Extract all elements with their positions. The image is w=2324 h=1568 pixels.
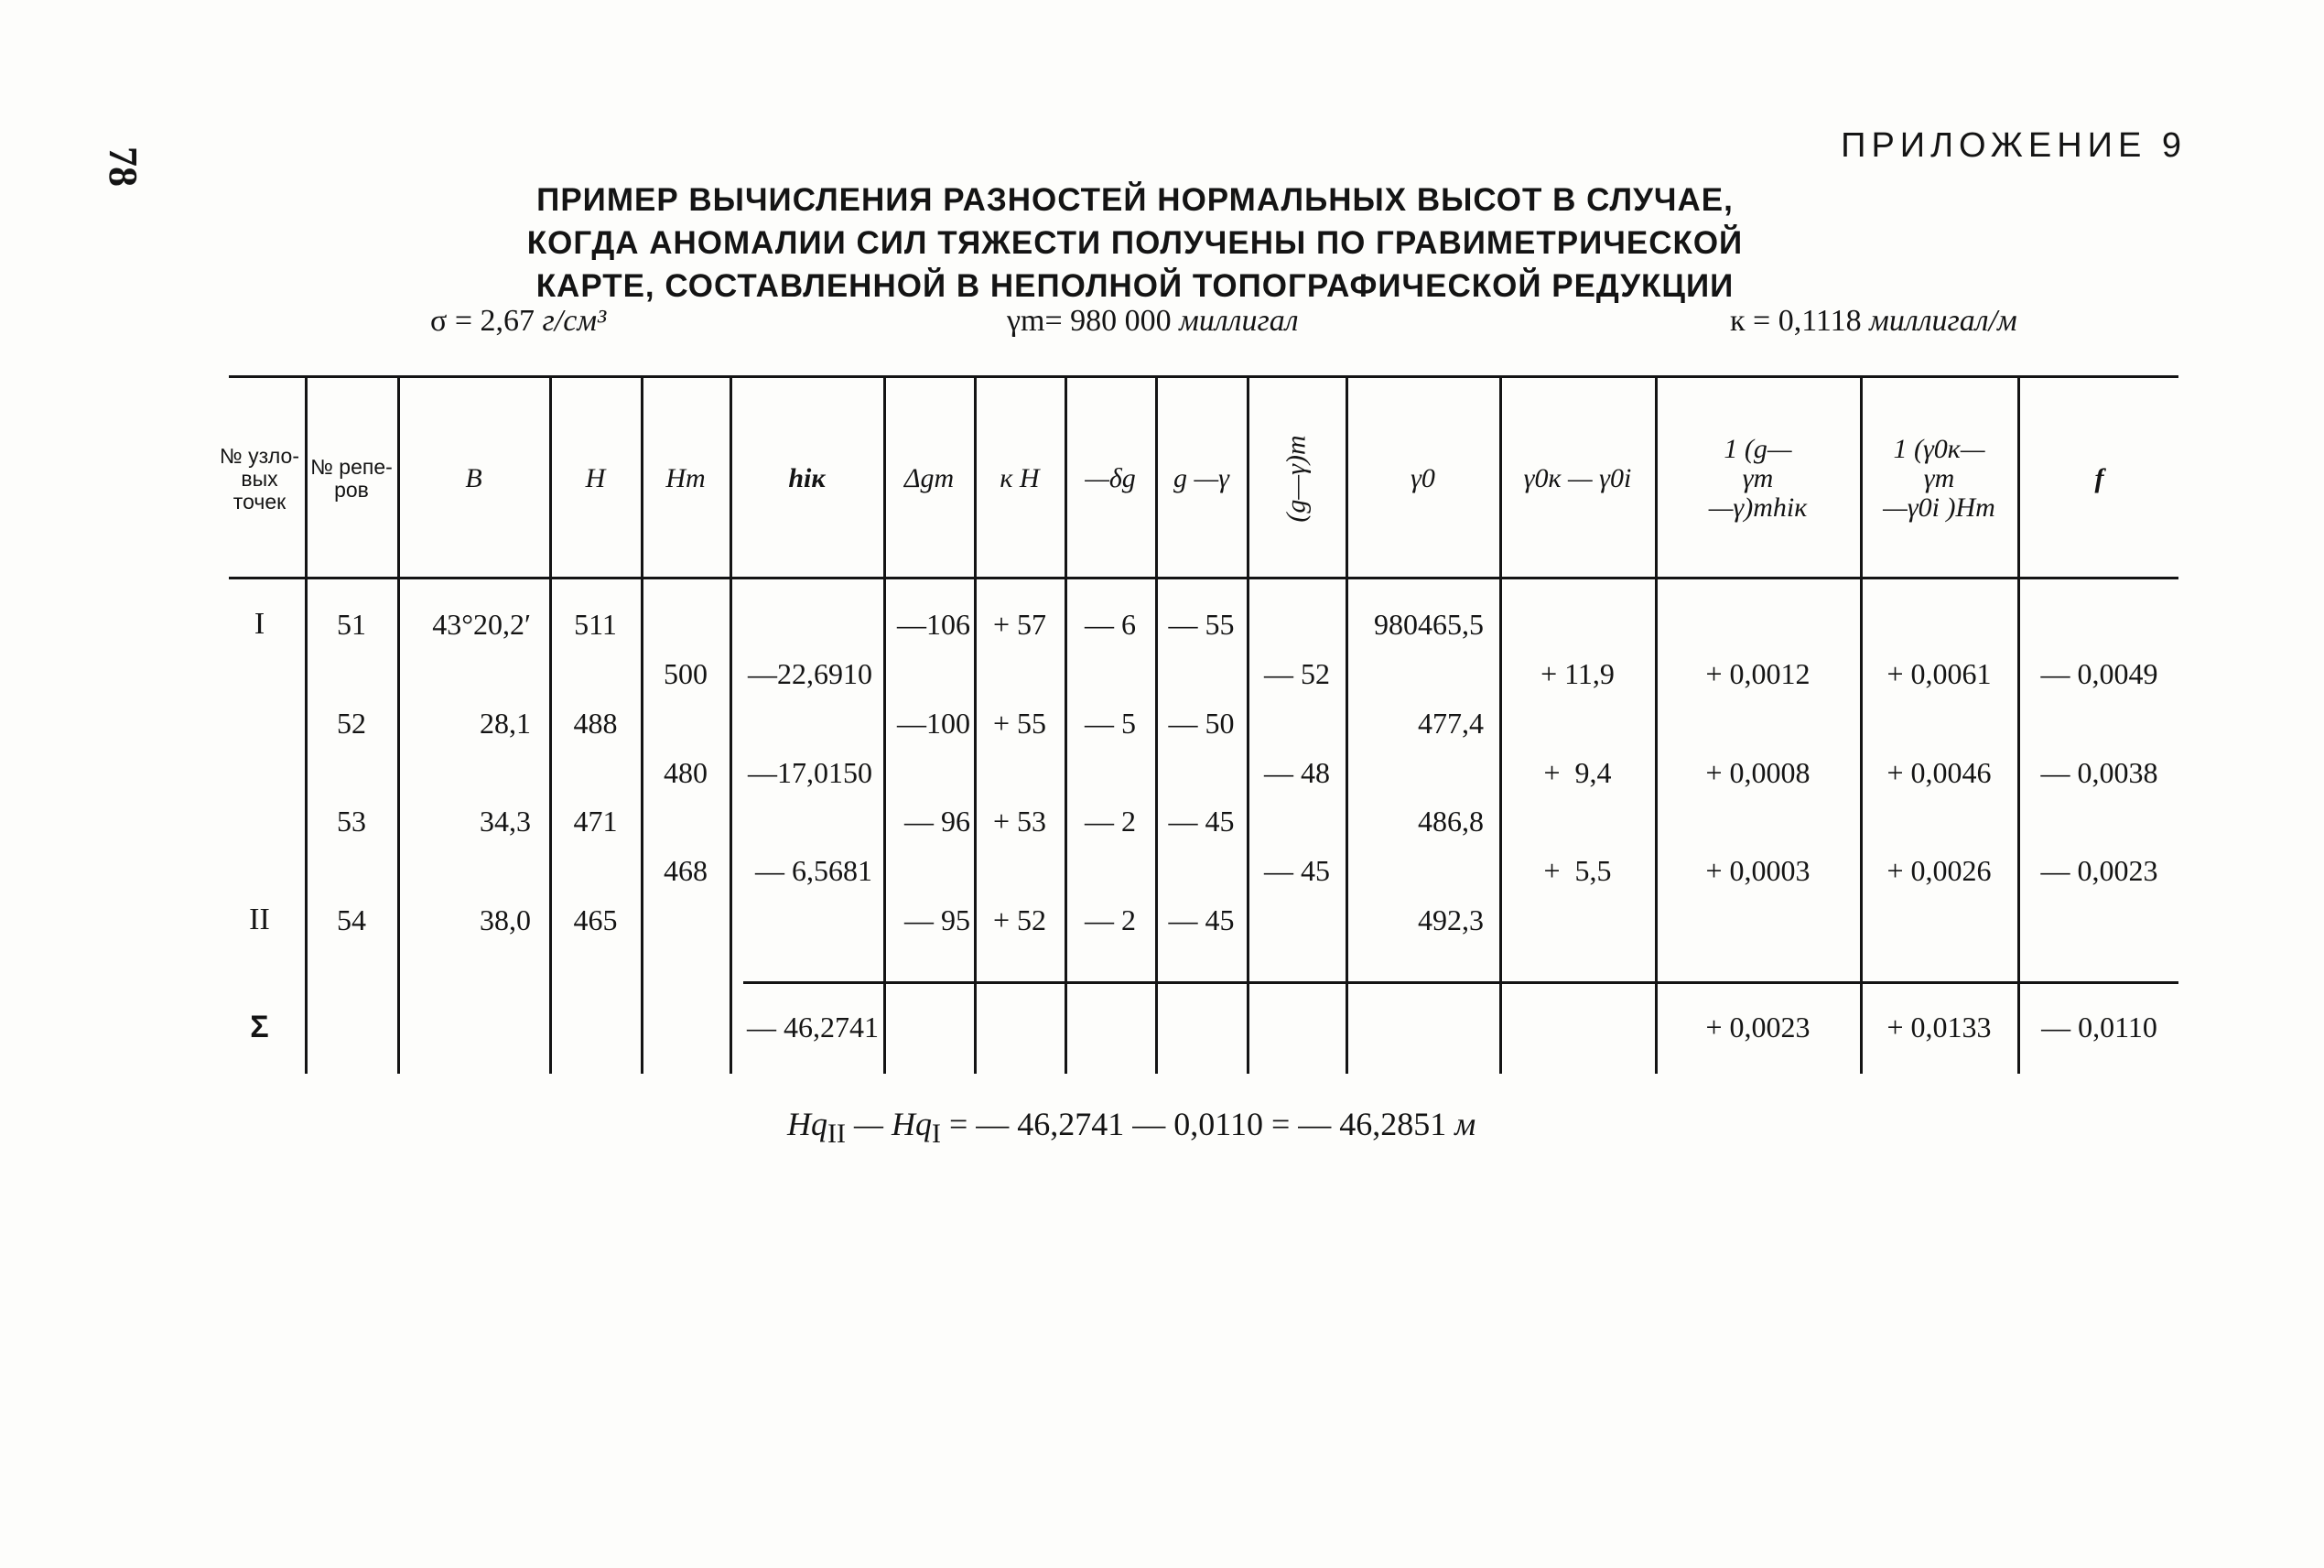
section-3-gamma-diff: + 5,5 xyxy=(1543,854,1612,887)
section-3-g-gamma-m: — 45 xyxy=(1264,854,1330,887)
section-3-correction-2: + 0,0026 xyxy=(1886,854,1992,887)
section-3-correction-1: + 0,0003 xyxy=(1705,854,1811,887)
section-2-correction-1: + 0,0008 xyxy=(1705,756,1811,789)
point-3-dgm: — 96 xyxy=(904,805,970,838)
point-4-dgm: — 95 xyxy=(904,903,970,936)
formula-unit: м xyxy=(1446,1106,1476,1142)
sum-correction-1: + 0,0023 xyxy=(1705,1011,1811,1044)
header-g-gamma-m-text: (g—γ)m xyxy=(1281,435,1312,523)
point-1-g-gamma: — 55 xyxy=(1168,608,1235,641)
result-formula xyxy=(787,1103,1475,1155)
section-1-g-gamma-m: — 52 xyxy=(1264,657,1330,690)
formula-sub-1: II xyxy=(827,1119,846,1150)
point-4-H: 465 xyxy=(573,903,618,936)
point-2-g-gamma: — 50 xyxy=(1168,707,1235,740)
param-sigma-unit: г/см³ xyxy=(542,304,607,338)
point-3-B: 34,3 xyxy=(480,805,531,838)
header-gamma-diff: γ0к — γ0i xyxy=(1523,463,1632,493)
header-correction-1-top: 1 (g— xyxy=(1724,434,1792,464)
header-f: f xyxy=(2094,463,2104,493)
header-benchmarks xyxy=(308,383,395,575)
header-B: B xyxy=(465,463,482,493)
sum-f: — 0,0110 xyxy=(2041,1011,2157,1044)
point-3-g-gamma: — 45 xyxy=(1168,805,1235,838)
formula-mid: — Hq xyxy=(845,1106,932,1142)
title-line-2: КОГДА АНОМАЛИИ СИЛ ТЯЖЕСТИ ПОЛУЧЕНЫ ПО ГРАВИМЕТРИЧЕСКОЙ xyxy=(526,225,1744,261)
section-1-correction-1: + 0,0012 xyxy=(1705,657,1811,690)
section-2-f: — 0,0038 xyxy=(2040,756,2158,789)
point-1-kH: + 57 xyxy=(992,608,1047,641)
point-2-bench: 52 xyxy=(337,707,366,740)
param-gamma-unit: миллигал xyxy=(1179,304,1299,338)
title-line-1: ПРИМЕР ВЫЧИСЛЕНИЯ РАЗНОСТЕЙ НОРМАЛЬНЫХ ВЫСОТ В СЛУЧАЕ, xyxy=(536,182,1734,218)
point-1-H: 511 xyxy=(574,608,617,641)
section-1-gamma-diff: + 11,9 xyxy=(1540,657,1615,690)
point-3-H: 471 xyxy=(573,805,618,838)
section-3-Hm: 468 xyxy=(664,854,708,887)
formula-lhs: Hq xyxy=(787,1106,827,1142)
section-3-f: — 0,0023 xyxy=(2040,854,2158,887)
header-dg: —δg xyxy=(1085,463,1136,493)
param-k-unit: миллигал/м xyxy=(1869,304,2017,338)
point-1-gamma0: 980465,5 xyxy=(1374,608,1484,641)
header-correction-1-mid: γm xyxy=(1742,463,1774,493)
point-2-dgm: —100 xyxy=(897,707,970,740)
section-3-hik: — 6,5681 xyxy=(755,854,872,887)
section-1-correction-2: + 0,0061 xyxy=(1886,657,1992,690)
point-2-dg: — 5 xyxy=(1085,707,1136,740)
document-title xyxy=(348,178,1922,308)
header-g-gamma: g —γ xyxy=(1173,463,1229,493)
section-2-hik: —17,0150 xyxy=(748,756,872,789)
header-correction-1-bottom: —γ)mhiк xyxy=(1708,492,1808,523)
point-2-kH: + 55 xyxy=(992,707,1047,740)
point-4-dg: — 2 xyxy=(1085,903,1136,936)
header-correction-2 xyxy=(1863,383,2016,575)
section-1-Hm: 500 xyxy=(664,657,708,690)
header-nodes xyxy=(216,383,303,575)
sum-hik: — 46,2741 xyxy=(747,1011,879,1044)
point-1-bench: 51 xyxy=(337,608,366,641)
point-3-bench: 53 xyxy=(337,805,366,838)
header-H: H xyxy=(585,463,606,493)
page-number: 78 xyxy=(101,146,146,187)
header-g-gamma-m xyxy=(1249,383,1344,575)
point-4-B: 38,0 xyxy=(480,903,531,936)
table-top-rule xyxy=(229,375,2178,378)
param-k xyxy=(1730,304,2017,339)
title-line-3: КАРТЕ, СОСТАВЛЕННОЙ В НЕПОЛНОЙ ТОПОГРАФИЧЕСКОЙ РЕДУКЦИИ xyxy=(535,268,1735,304)
header-correction-2-mid: γm xyxy=(1923,463,1955,493)
point-1-dgm: —106 xyxy=(897,608,970,641)
section-2-g-gamma-m: — 48 xyxy=(1264,756,1330,789)
param-sigma-value: σ = 2,67 xyxy=(430,304,535,338)
point-1-dg: — 6 xyxy=(1085,608,1136,641)
point-4-g-gamma: — 45 xyxy=(1168,903,1235,936)
point-2-H: 488 xyxy=(573,707,618,740)
header-Hm: Hm xyxy=(665,463,706,493)
point-4-node: II xyxy=(249,903,270,936)
header-kH: к H xyxy=(1000,463,1040,493)
sum-label: Σ xyxy=(250,1010,269,1044)
header-dgm: Δgm xyxy=(903,463,955,493)
point-4-kH: + 52 xyxy=(992,903,1047,936)
point-1-B: 43°20,2′ xyxy=(432,608,531,641)
param-gamma xyxy=(1007,304,1299,339)
header-benchmarks-text: № репе- ров xyxy=(310,455,393,502)
header-hik: hiк xyxy=(788,463,826,493)
formula-sub-2: I xyxy=(932,1119,941,1150)
section-2-gamma-diff: + 9,4 xyxy=(1543,756,1612,789)
param-sigma xyxy=(430,304,606,339)
section-2-correction-2: + 0,0046 xyxy=(1886,756,1992,789)
point-2-gamma0: 477,4 xyxy=(1418,707,1484,740)
point-3-gamma0: 486,8 xyxy=(1418,805,1484,838)
point-1-node: I xyxy=(254,607,265,641)
appendix-heading: ПРИЛОЖЕНИЕ 9 xyxy=(1841,126,2187,165)
point-4-gamma0: 492,3 xyxy=(1418,903,1484,936)
header-correction-2-top: 1 (γ0к— xyxy=(1893,434,1985,464)
section-1-f: — 0,0049 xyxy=(2040,657,2158,690)
header-nodes-text: № узло- вых точек xyxy=(220,443,299,514)
param-k-value: к = 0,1118 xyxy=(1730,304,1862,338)
section-2-Hm: 480 xyxy=(664,756,708,789)
param-gamma-value: γm= 980 000 xyxy=(1007,304,1172,338)
sum-rule xyxy=(743,981,2178,984)
header-correction-1 xyxy=(1658,383,1858,575)
table-header-rule xyxy=(229,577,2178,579)
point-4-bench: 54 xyxy=(337,903,366,936)
section-1-hik: —22,6910 xyxy=(748,657,872,690)
header-correction-2-bottom: —γ0i )Hm xyxy=(1883,492,1995,523)
formula-rhs: = — 46,2741 — 0,0110 = — 46,2851 xyxy=(941,1106,1447,1142)
header-gamma0: γ0 xyxy=(1411,463,1435,493)
sum-correction-2: + 0,0133 xyxy=(1886,1011,1992,1044)
point-3-dg: — 2 xyxy=(1085,805,1136,838)
point-2-B: 28,1 xyxy=(480,707,531,740)
point-3-kH: + 53 xyxy=(992,805,1047,838)
